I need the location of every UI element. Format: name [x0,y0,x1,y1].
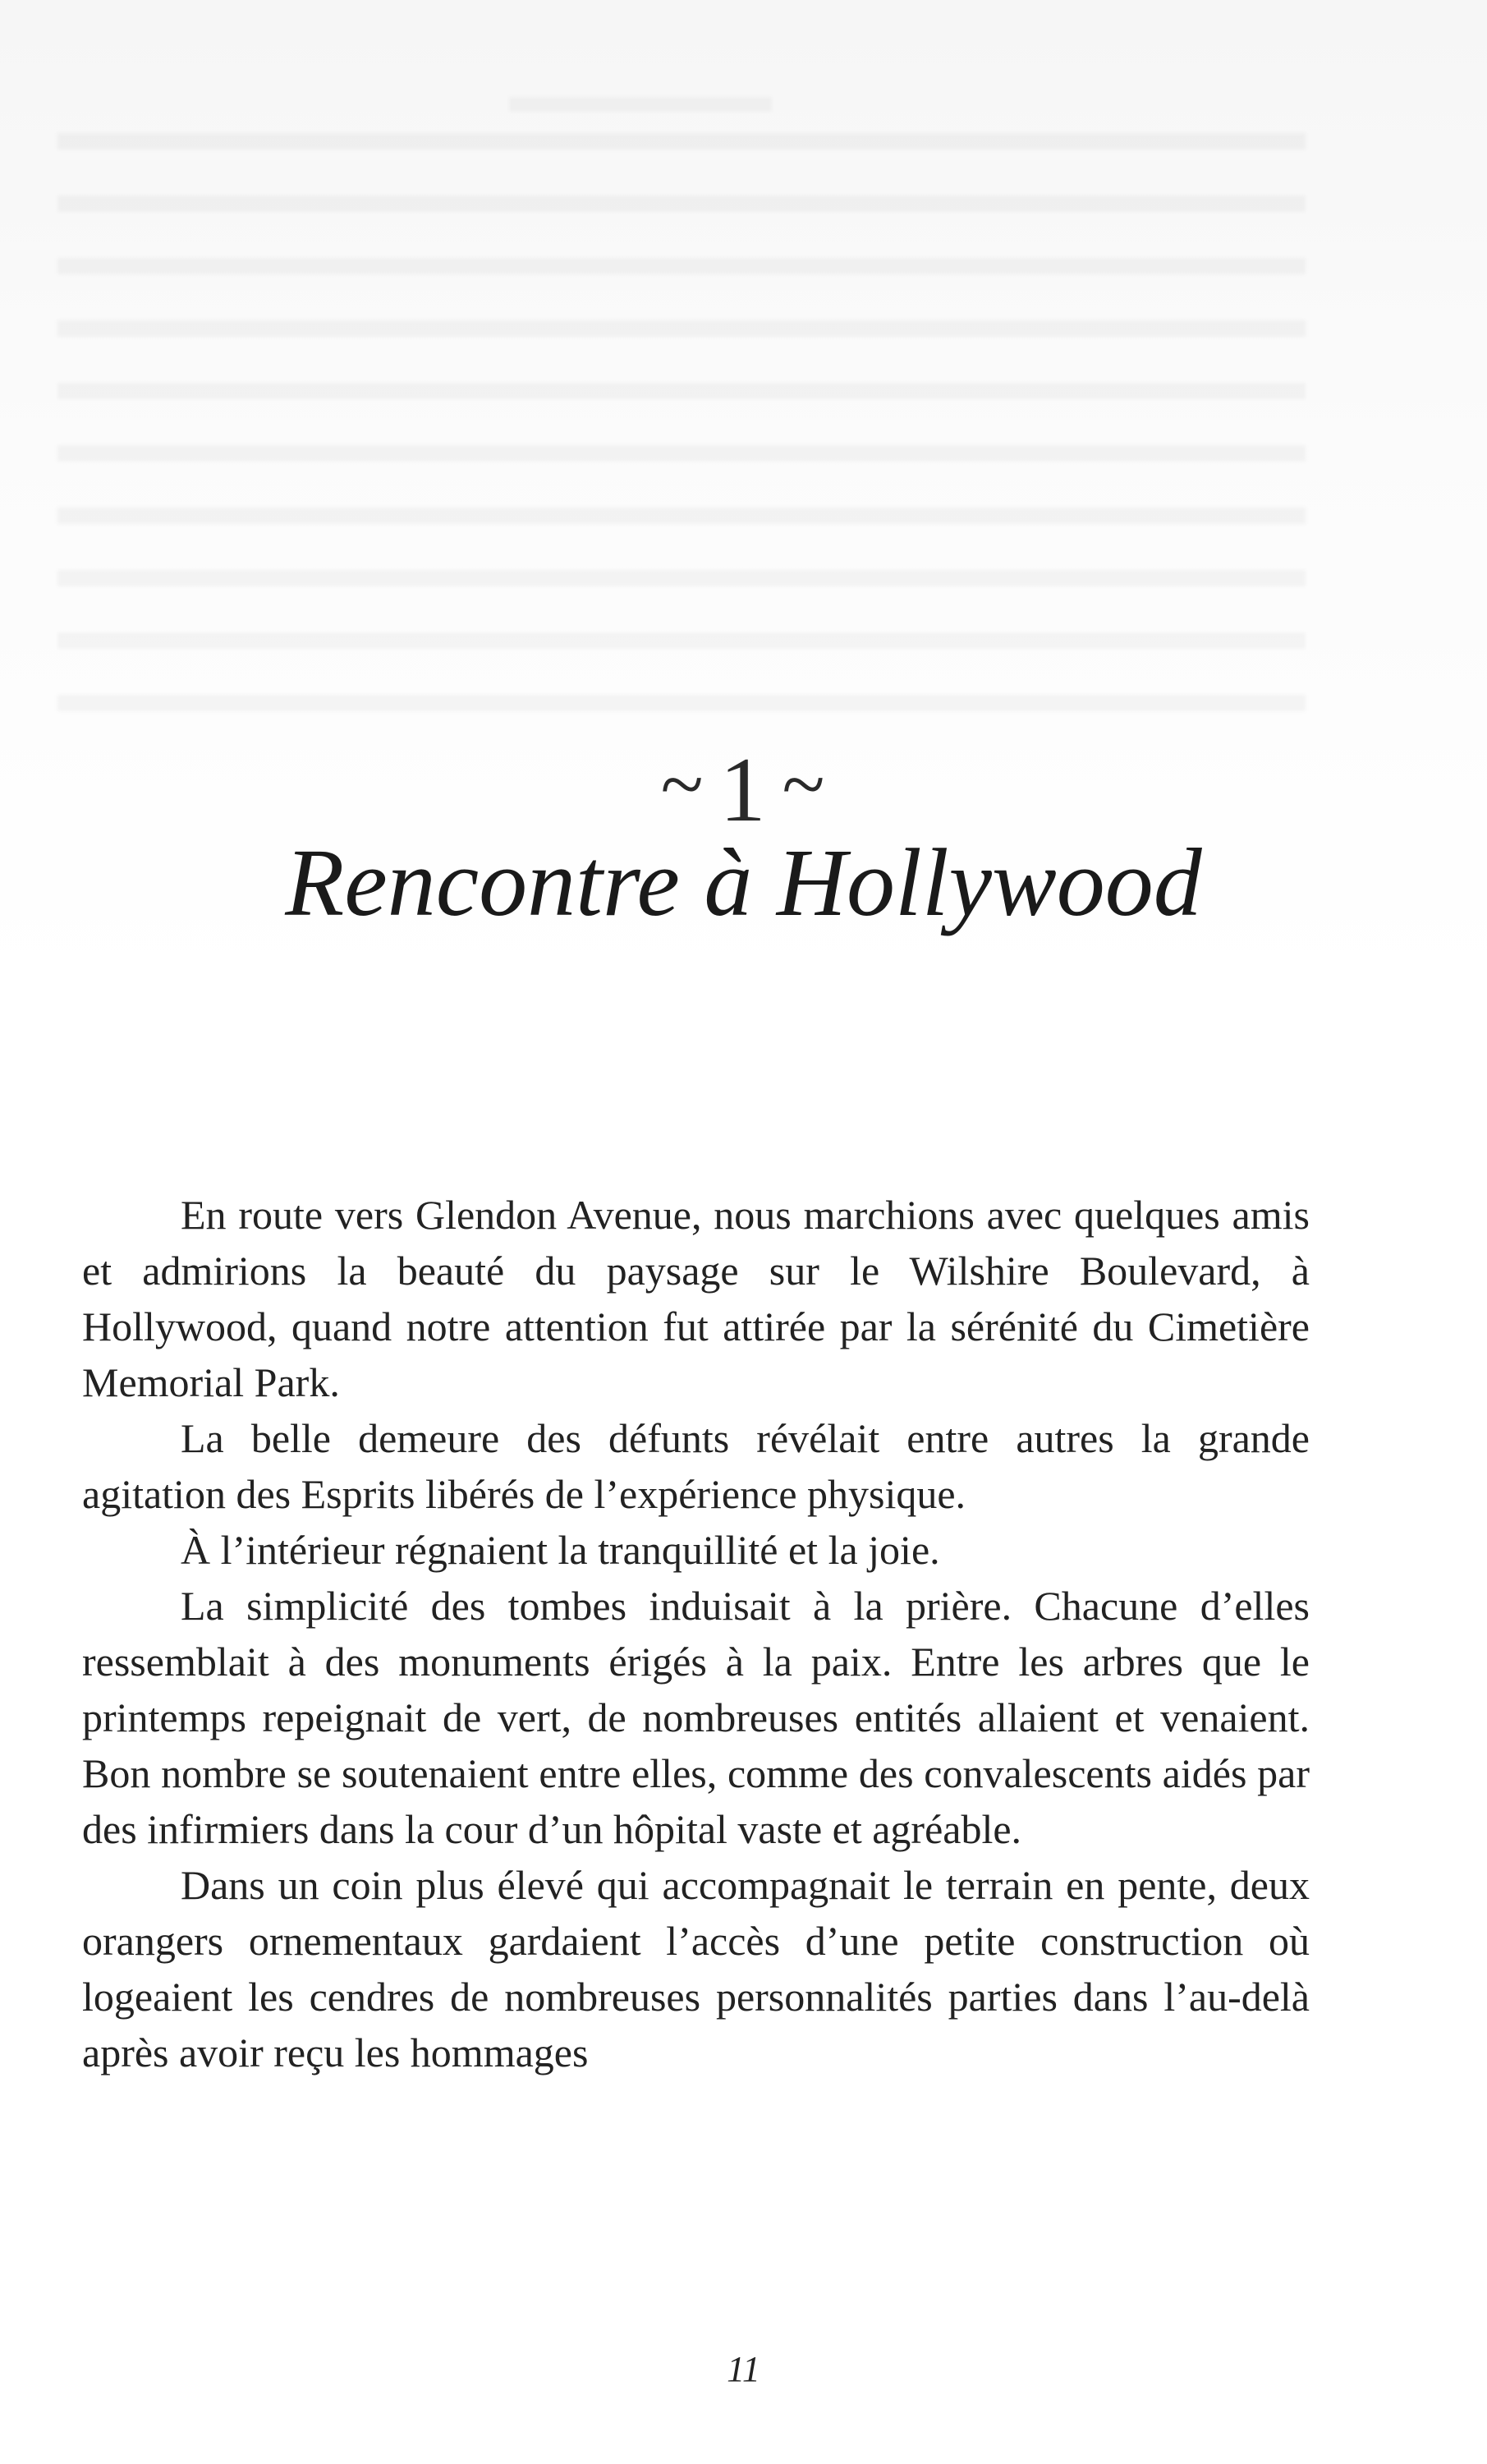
paragraph: La simplicité des tombes induisait à la prière. Chacune d’elles ressemblait à des monuments érigés à la paix. Entre les arbres que le printemps repeignait de vert, de nombreuses entités allaient et venaient. Bon nombre se soutenaient entre elles, comme des convalescents aidés par des infirmiers dans la cour d’un hôpital vaste et agréable. [82,1583,1310,1852]
chapter-ornament-right: ~ [782,740,827,828]
chapter-number-value: 1 [719,739,768,841]
paragraph: À l’intérieur régnaient la tranquillité et la joie. [181,1527,940,1573]
paragraph: En route vers Glendon Avenue, nous marchions avec quelques amis et admirions la beauté du paysage sur le Wilshire Boulevard, à Hollywood, quand notre attention fut attirée par la sérénité du Cimetière Memorial Park. [82,1192,1310,1405]
body-text [82,1187,1310,2080]
chapter-ornament-left: ~ [660,740,705,828]
bleed-through-text [57,99,1306,723]
paragraph: La belle demeure des défunts révélait entre autres la grande agitation des Esprits libérés de l’expérience physique. [82,1415,1310,1517]
page-number: 11 [727,2349,760,2389]
chapter-title: Rencontre à Hollywood [285,829,1202,936]
paragraph: Dans un coin plus élevé qui accompagnait le terrain en pente, deux orangers ornementaux gardaient l’accès d’une petite construction où logeaient les cendres de nombreuses personnalités parties dans l’au-delà après avoir reçu les hommages [82,1862,1310,2076]
